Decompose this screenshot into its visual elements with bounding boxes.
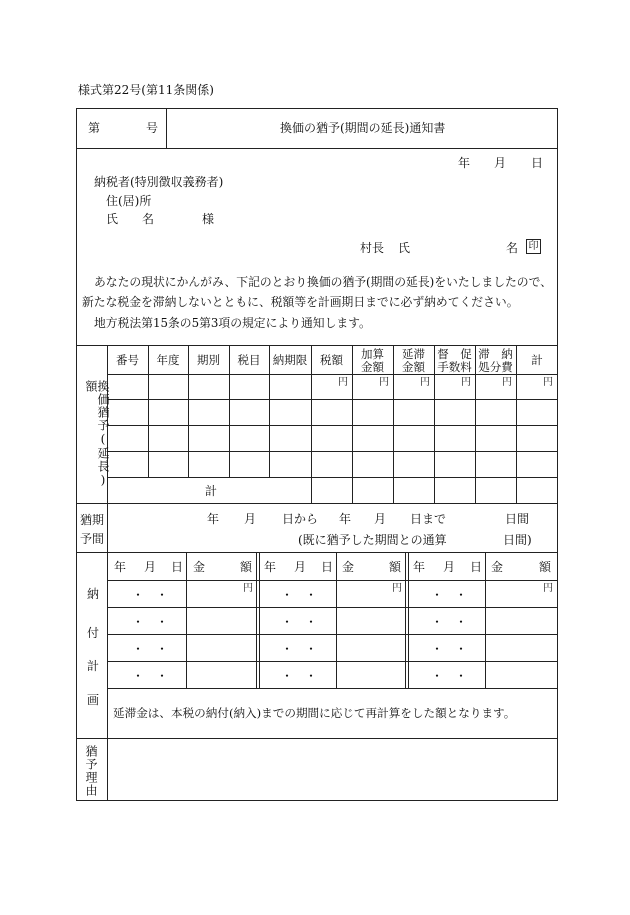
address-label: 住(居)所 bbox=[106, 194, 152, 208]
yen-mark: 円 bbox=[543, 583, 553, 594]
col-fiscal-year: 年度 bbox=[156, 353, 180, 367]
col-delinquent bbox=[393, 348, 434, 374]
col-disposition-2: 処分費 bbox=[478, 360, 513, 375]
divider bbox=[186, 552, 187, 688]
divider bbox=[107, 399, 558, 400]
amount-total-label: 計 bbox=[205, 484, 218, 498]
plan-col-amount-1: 金 bbox=[491, 560, 504, 574]
period-until: 日まで bbox=[410, 512, 447, 526]
col-period: 期別 bbox=[197, 353, 220, 367]
date-dots: ・ ・ bbox=[132, 588, 169, 602]
plan-side-1: 納 bbox=[87, 587, 100, 601]
divider bbox=[516, 345, 517, 503]
date-dots: ・ ・ bbox=[431, 588, 468, 602]
plan-col-month: 月 bbox=[443, 560, 456, 574]
divider bbox=[107, 634, 558, 635]
divider bbox=[107, 661, 558, 662]
plan-col-month: 月 bbox=[144, 560, 157, 574]
plan-col-year: 年 bbox=[264, 560, 277, 574]
col-tax-amount: 税額 bbox=[320, 353, 343, 367]
period-days: 日間 bbox=[505, 512, 530, 526]
divider bbox=[107, 477, 558, 478]
taxpayer-label: 納税者(特別徴収義務者) bbox=[94, 175, 224, 189]
col-additional-2: 金額 bbox=[361, 360, 384, 375]
divider bbox=[336, 552, 337, 688]
divider bbox=[107, 688, 558, 689]
date-month: 月 bbox=[494, 156, 507, 170]
date-dots: ・ ・ bbox=[431, 669, 468, 683]
period-to-month: 月 bbox=[374, 512, 387, 526]
divider bbox=[107, 425, 558, 426]
col-additional-1: 加算 bbox=[361, 347, 384, 361]
yen-mark: 円 bbox=[502, 377, 512, 388]
plan-col-day: 日 bbox=[321, 560, 334, 574]
yen-mark: 円 bbox=[420, 377, 430, 388]
divider bbox=[408, 552, 409, 688]
period-to-year: 年 bbox=[339, 512, 352, 526]
col-additional bbox=[352, 348, 393, 374]
yen-mark: 円 bbox=[543, 377, 553, 388]
number-suffix: 号 bbox=[146, 121, 159, 135]
period-from-year: 年 bbox=[207, 512, 220, 526]
body-line-2: 新たな税金を滞納しないとともに、税額等を計画期日までに必ず納めてください。 bbox=[82, 295, 519, 309]
date-dots: ・ ・ bbox=[281, 642, 318, 656]
col-demand-2: 手数料 bbox=[437, 360, 472, 375]
plan-col-day: 日 bbox=[171, 560, 184, 574]
col-demand-fee bbox=[434, 348, 475, 374]
divider bbox=[405, 552, 406, 688]
date-year: 年 bbox=[458, 156, 471, 170]
period-from-month: 月 bbox=[244, 512, 257, 526]
plan-col-amount-2: 額 bbox=[539, 560, 552, 574]
plan-side-2: 付 bbox=[87, 626, 100, 640]
plan-col-amount-1: 金 bbox=[342, 560, 355, 574]
col-tax-item: 税目 bbox=[237, 353, 261, 367]
issuer-suffix: 氏 bbox=[398, 241, 411, 255]
yen-mark: 円 bbox=[379, 377, 389, 388]
date-dots: ・ ・ bbox=[132, 642, 169, 656]
date-dots: ・ ・ bbox=[132, 615, 169, 629]
plan-col-amount-2: 額 bbox=[389, 560, 402, 574]
honorific: 様 bbox=[202, 212, 215, 226]
name-label-1: 氏 bbox=[106, 212, 119, 226]
yen-mark: 円 bbox=[338, 377, 348, 388]
period-side-2: 予間 bbox=[80, 532, 105, 546]
number-label: 第 bbox=[88, 121, 101, 135]
plan-note: 延滞金は、本税の納付(納入)までの期間に応じて再計算をした額となります。 bbox=[113, 706, 516, 720]
period-note-close: 日間) bbox=[503, 533, 532, 547]
issuer-name: 名 bbox=[506, 241, 519, 255]
form-label: 様式第22号(第11条関係) bbox=[78, 83, 214, 97]
plan-side-4: 画 bbox=[87, 693, 100, 707]
plan-col-amount-2: 額 bbox=[240, 560, 253, 574]
col-disposition-1: 滞 納 bbox=[478, 347, 513, 361]
date-dots: ・ ・ bbox=[431, 642, 468, 656]
issuer-title: 村長 bbox=[360, 241, 385, 255]
divider bbox=[107, 607, 558, 608]
divider bbox=[485, 552, 486, 688]
period-side-1: 猶期 bbox=[80, 513, 105, 527]
date-day: 日 bbox=[531, 156, 544, 170]
col-delinquent-1: 延滞 bbox=[402, 347, 425, 361]
date-dots: ・ ・ bbox=[281, 669, 318, 683]
amount-side-label: 換価猶予(延長)額 bbox=[84, 380, 110, 488]
reason-side-label: 猶予理由 bbox=[84, 745, 98, 797]
divider bbox=[76, 738, 558, 739]
col-due-date: 納期限 bbox=[272, 353, 308, 367]
col-disposition bbox=[475, 348, 516, 374]
date-dots: ・ ・ bbox=[132, 669, 169, 683]
yen-mark: 円 bbox=[243, 583, 253, 594]
date-dots: ・ ・ bbox=[281, 588, 318, 602]
period-note-open: (既に猶予した期間との通算 bbox=[298, 533, 447, 547]
plan-side-3: 計 bbox=[87, 659, 100, 673]
plan-col-year: 年 bbox=[413, 560, 426, 574]
yen-mark: 円 bbox=[392, 583, 402, 594]
col-demand-1: 督 促 bbox=[437, 347, 472, 361]
period-from: 日から bbox=[282, 512, 319, 526]
plan-col-amount-1: 金 bbox=[193, 560, 206, 574]
plan-col-month: 月 bbox=[294, 560, 307, 574]
col-delinquent-2: 金額 bbox=[402, 360, 425, 375]
divider bbox=[256, 552, 257, 688]
col-number: 番号 bbox=[116, 353, 139, 367]
body-line-3: 地方税法第15条の5第3項の規定により通知します。 bbox=[94, 316, 371, 330]
divider bbox=[311, 345, 312, 503]
divider bbox=[107, 580, 558, 581]
plan-col-day: 日 bbox=[470, 560, 483, 574]
yen-mark: 円 bbox=[461, 377, 471, 388]
col-total: 計 bbox=[531, 353, 543, 367]
divider bbox=[76, 148, 558, 149]
divider bbox=[166, 108, 167, 148]
plan-col-year: 年 bbox=[114, 560, 127, 574]
body-line-1: あなたの現状にかんがみ、下記のとおり換価の猶予(期間の延長)をいたしましたので、 bbox=[94, 275, 552, 289]
date-dots: ・ ・ bbox=[431, 615, 468, 629]
divider bbox=[107, 451, 558, 452]
divider bbox=[259, 552, 260, 688]
date-dots: ・ ・ bbox=[281, 615, 318, 629]
seal-box: 印 bbox=[526, 239, 541, 254]
name-label-2: 名 bbox=[142, 212, 155, 226]
divider bbox=[76, 503, 558, 504]
document-title: 換価の猶予(期間の延長)通知書 bbox=[280, 121, 446, 135]
